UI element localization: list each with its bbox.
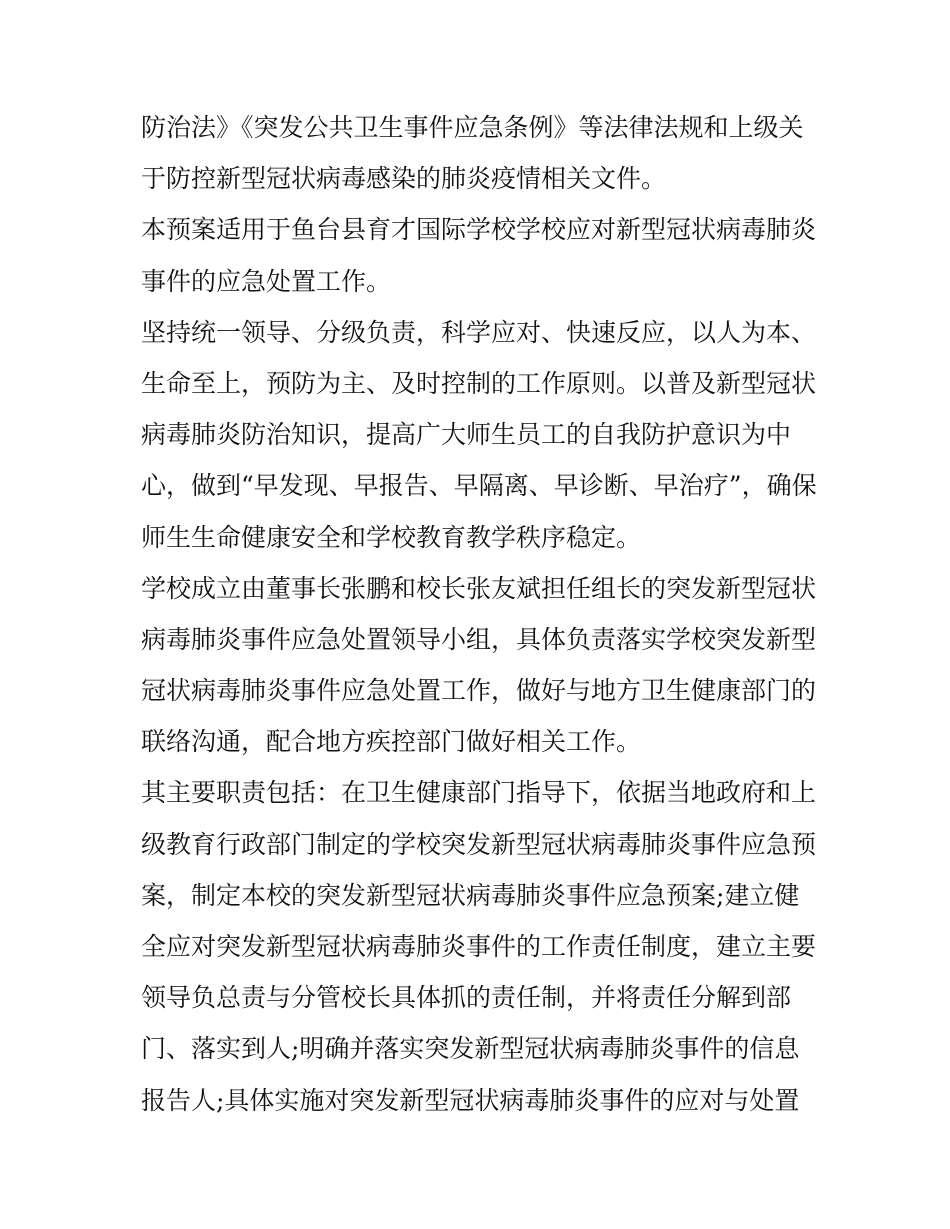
text-line-2: 于防控新型冠状病毒感染的肺炎疫情相关文件。 bbox=[141, 164, 667, 194]
text-line-8: 心，做到“早发现、早报告、早隔离、早诊断、早治疗”，确保 bbox=[141, 471, 817, 501]
text-line-1: 防治法》《突发公共卫生事件应急条例》等法律法规和上级关 bbox=[141, 113, 804, 142]
text-line-19: 门、落实到人;明确并落实突发新型冠状病毒肺炎事件的信息 bbox=[141, 1034, 800, 1064]
text-line-3: 本预案适用于鱼台县育才国际学校学校应对新型冠状病毒肺炎 bbox=[141, 215, 817, 245]
text-line-15: 级教育行政部门制定的学校突发新型冠状病毒肺炎事件应急预 bbox=[141, 829, 817, 859]
body-text bbox=[141, 102, 821, 1126]
text-line-18: 领导负总责与分管校长具体抓的责任制，并将责任分解到部 bbox=[141, 983, 792, 1013]
text-line-11: 病毒肺炎事件应急处置领导小组，具体负责落实学校突发新型 bbox=[141, 624, 817, 654]
text-line-6: 生命至上，预防为主、及时控制的工作原则。以普及新型冠状 bbox=[141, 368, 817, 398]
text-line-13: 联络沟通，配合地方疾控部门做好相关工作。 bbox=[141, 727, 642, 757]
text-line-12: 冠状病毒肺炎事件应急处置工作，做好与地方卫生健康部门的 bbox=[141, 676, 817, 706]
text-line-20: 报告人;具体实施对突发新型冠状病毒肺炎事件的应对与处置 bbox=[141, 1085, 800, 1115]
text-line-5: 坚持统一领导、分级负责，科学应对、快速反应，以人为本、 bbox=[141, 317, 817, 347]
text-line-10: 学校成立由董事长张鹏和校长张友斌担任组长的突发新型冠状 bbox=[141, 573, 817, 603]
text-line-4: 事件的应急处置工作。 bbox=[141, 266, 392, 296]
text-line-16: 案，制定本校的突发新型冠状病毒肺炎事件应急预案;建立健 bbox=[141, 880, 800, 910]
text-line-14: 其主要职责包括：在卫生健康部门指导下，依据当地政府和上 bbox=[141, 778, 817, 808]
text-line-17: 全应对突发新型冠状病毒肺炎事件的工作责任制度，建立主要 bbox=[141, 932, 817, 961]
text-line-9: 师生生命健康安全和学校教育教学秩序稳定。 bbox=[141, 522, 642, 552]
text-line-7: 病毒肺炎防治知识，提高广大师生员工的自我防护意识为中 bbox=[141, 420, 792, 450]
